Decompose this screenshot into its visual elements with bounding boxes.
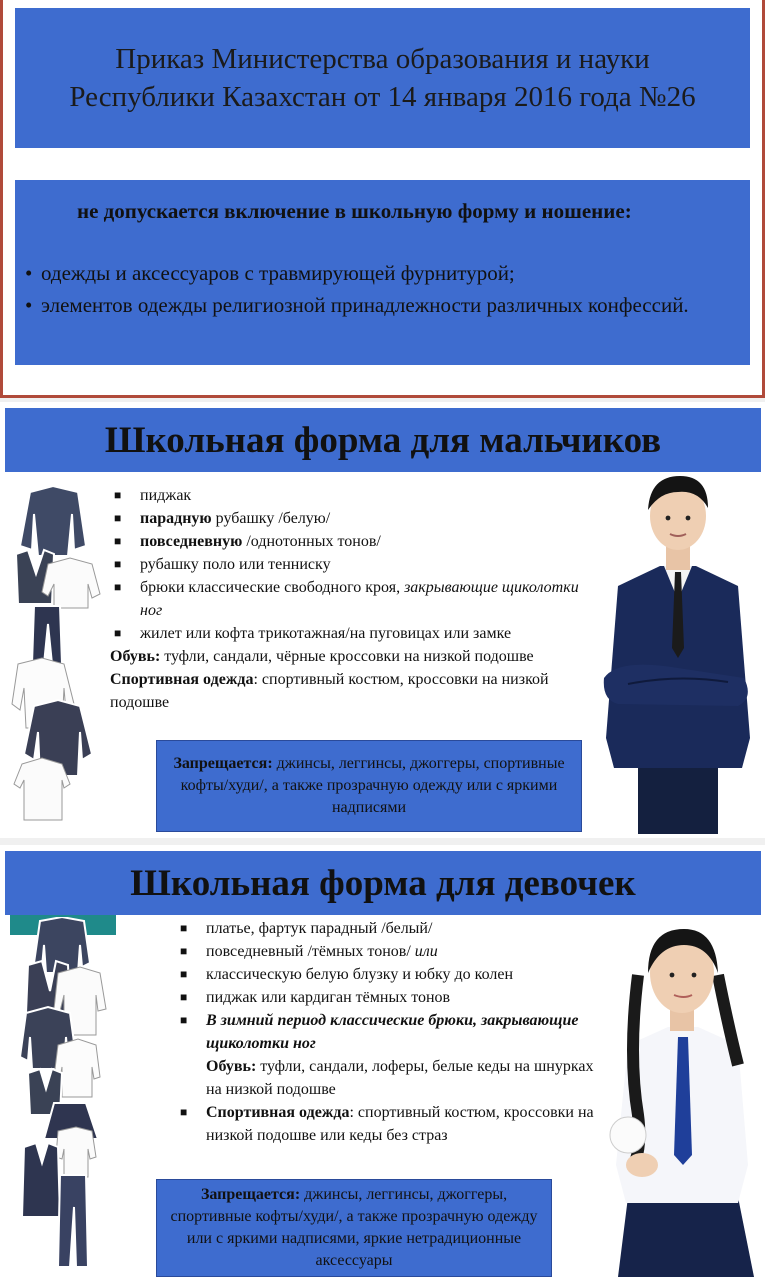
prohibition-box bbox=[15, 180, 750, 365]
bullet-icon: ■ bbox=[114, 534, 122, 548]
boys-sportswear: Спортивная одежда: спортивный костюм, кроссовки на низкой подошве bbox=[110, 671, 549, 711]
boys-shoes: Обувь: туфли, сандали, чёрные кроссовки на низкой подошве bbox=[110, 648, 534, 665]
prohibition-item bbox=[25, 290, 741, 320]
boys-uniform-list bbox=[110, 484, 590, 714]
dress-illustration bbox=[22, 1143, 60, 1217]
girl-photo bbox=[598, 915, 760, 1277]
girls-sportswear: ■ Спортивная одежда: спортивный костюм, кроссовки на низкой подошве или кеды без страз bbox=[176, 1101, 602, 1147]
list-item: ■ пиджак или кардиган тёмных тонов bbox=[176, 986, 602, 1009]
list-item: ■ повседневный /тёмных тонов/ или bbox=[176, 940, 602, 963]
white-shirt-illustration bbox=[56, 1127, 96, 1177]
bullet-icon: ■ bbox=[180, 1105, 188, 1119]
order-section bbox=[0, 0, 765, 398]
bullet-icon: • bbox=[25, 293, 33, 317]
girls-title-band bbox=[5, 851, 761, 915]
list-item: ■ В зимний период классические брюки, закрывающие щиколотки ног bbox=[176, 1009, 602, 1055]
prohibition-heading: не допускается включение в школьную форму и ношение: bbox=[77, 199, 632, 223]
list-item: ■ пиджак bbox=[110, 484, 590, 507]
forbidden-text: джинсы, леггинсы, джоггеры, спортивные кофты/худи/, а также прозрачную одежду или с яркими надписями, яркие нетрадиционные аксессуары bbox=[170, 1186, 538, 1269]
prohibition-item bbox=[25, 258, 741, 288]
boys-section bbox=[0, 402, 765, 838]
list-item: ■ платье, фартук парадный /белый/ bbox=[176, 917, 602, 940]
prohibition-item-text: элементов одежды религиозной принадлежности различных конфессий. bbox=[41, 293, 689, 317]
list-item: ■ брюки классические свободного кроя, закрывающие щиколотки ног bbox=[110, 576, 590, 622]
bullet-icon: ■ bbox=[114, 580, 122, 594]
forbidden-text: джинсы, леггинсы, джоггеры, спортивные кофты/худи/, а также прозрачную одежду или с яркими надписями bbox=[180, 755, 565, 816]
boys-title: Школьная форма для мальчиков bbox=[104, 419, 662, 461]
bullet-icon: ■ bbox=[114, 488, 122, 502]
list-item: ■ парадную рубашку /белую/ bbox=[110, 507, 590, 530]
list-item: ■ повседневную /однотонных тонов/ bbox=[110, 530, 590, 553]
bullet-icon: ■ bbox=[180, 944, 188, 958]
boys-title-band bbox=[5, 408, 761, 472]
bullet-icon: ■ bbox=[114, 626, 122, 640]
order-title-box bbox=[15, 8, 750, 148]
list-item: ■ рубашку поло или тенниску bbox=[110, 553, 590, 576]
girls-shoes: Обувь: туфли, сандали, лоферы, белые кеды на шнурках на низкой подошве bbox=[206, 1058, 594, 1098]
trousers-illustration bbox=[58, 1175, 88, 1267]
forbidden-label: Запрещается: bbox=[173, 755, 273, 772]
bullet-icon: ■ bbox=[180, 1013, 188, 1027]
bullet-icon: ■ bbox=[180, 921, 188, 935]
bullet-icon: ■ bbox=[180, 967, 188, 981]
trousers-illustration bbox=[32, 606, 62, 664]
bullet-icon: ■ bbox=[114, 511, 122, 525]
jacket-illustration bbox=[20, 486, 86, 556]
prohibition-item-text: одежды и аксессуаров с травмирующей фурнитурой; bbox=[41, 261, 515, 285]
boys-forbidden-box bbox=[156, 740, 582, 832]
list-item: ■ классическую белую блузку и юбку до колен bbox=[176, 963, 602, 986]
girls-section bbox=[0, 845, 765, 1280]
bullet-icon: • bbox=[25, 261, 33, 285]
list-item: ■ жилет или кофта трикотажная/на пуговицах или замке bbox=[110, 622, 590, 645]
girls-uniform-list bbox=[176, 917, 602, 1147]
boy-photo bbox=[598, 468, 758, 834]
forbidden-label: Запрещается: bbox=[200, 1186, 301, 1203]
polo-shirt-illustration bbox=[14, 758, 70, 820]
girls-forbidden-box bbox=[156, 1179, 552, 1277]
girls-title: Школьная форма для девочек bbox=[130, 862, 636, 904]
order-title: Приказ Министерства образования и науки Республики Казахстан от 14 января 2016 года №26 bbox=[69, 43, 696, 113]
bullet-icon: ■ bbox=[114, 557, 122, 571]
girls-clothing-illustrations bbox=[14, 917, 114, 1273]
boys-clothing-illustrations bbox=[8, 484, 108, 824]
bullet-icon: ■ bbox=[180, 990, 188, 1004]
